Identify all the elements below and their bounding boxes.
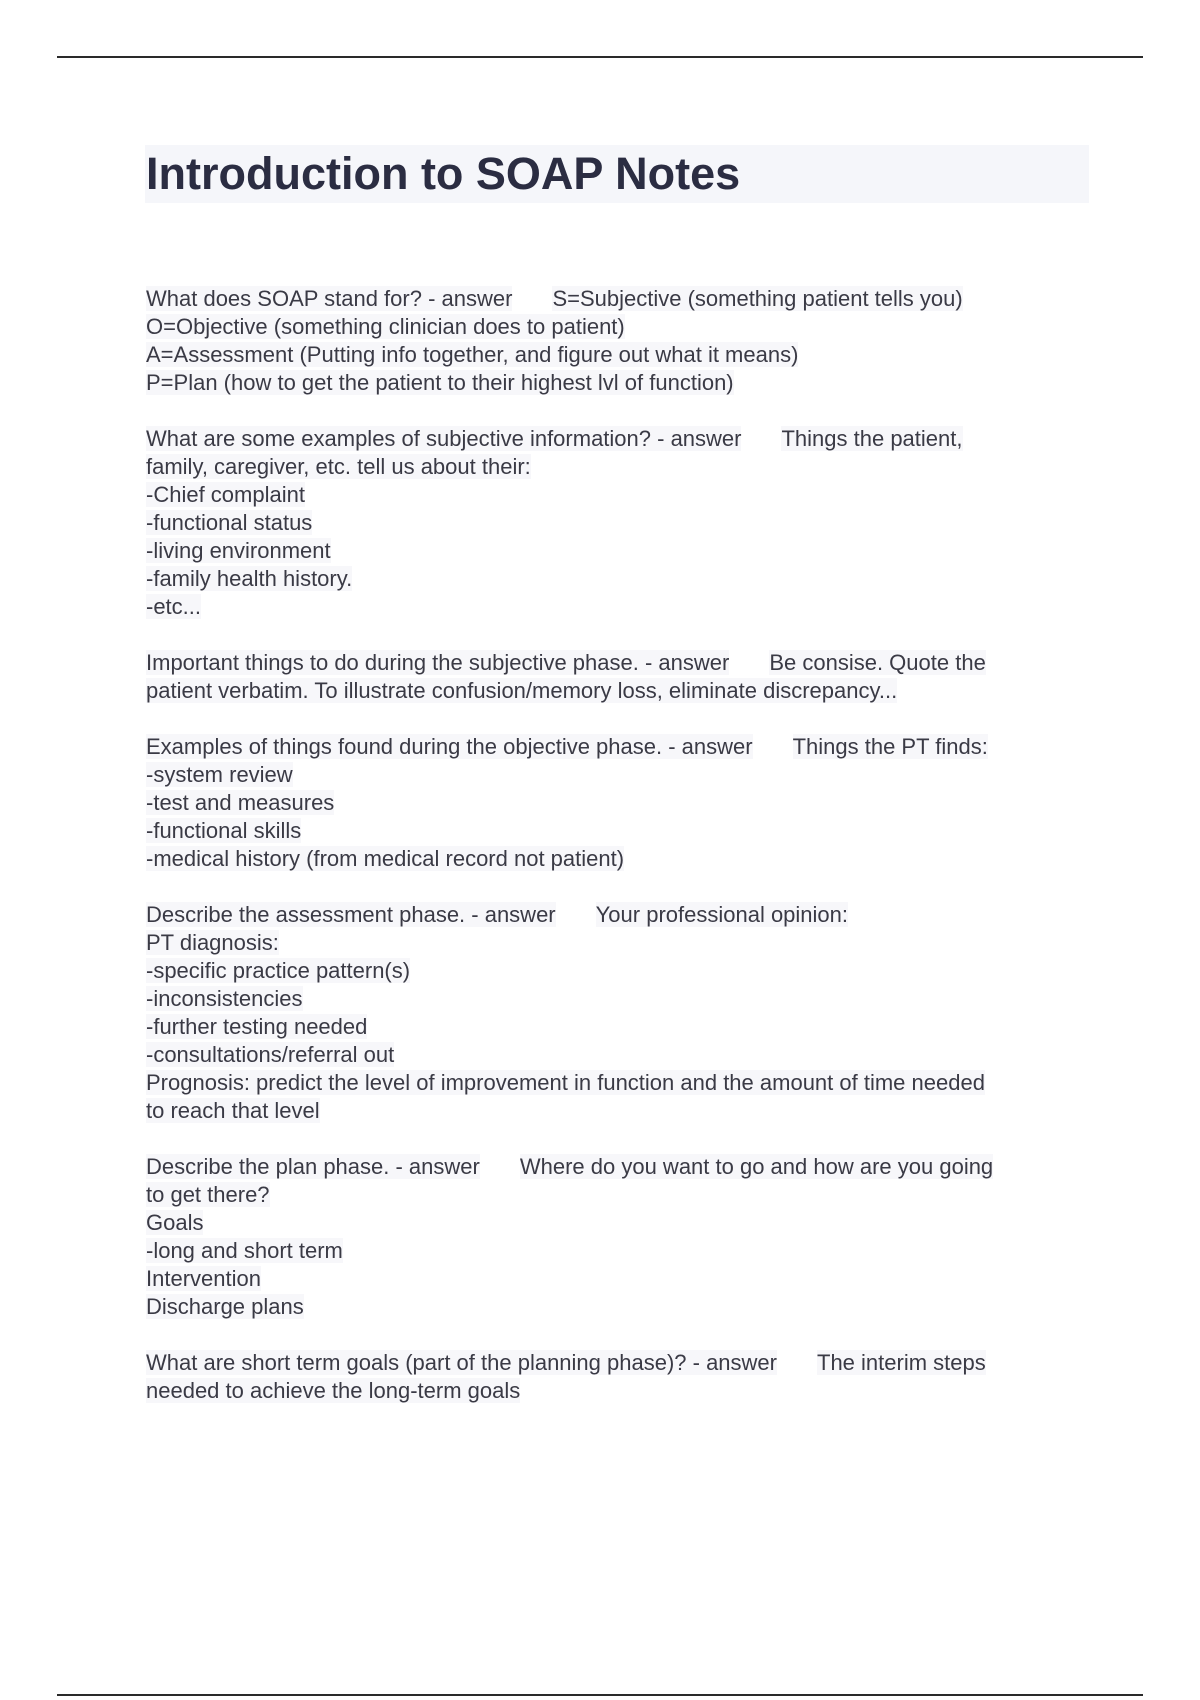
answer-line: -further testing needed (146, 1014, 368, 1039)
answer-line: PT diagnosis: (146, 930, 279, 955)
answer-line: Intervention (146, 1266, 261, 1291)
answer-line: -specific practice pattern(s) (146, 958, 411, 983)
qa-item (146, 1153, 1096, 1321)
answer-line: -functional status (146, 510, 313, 535)
qa-first-line (146, 649, 1096, 677)
top-rule (57, 56, 1143, 58)
question-text: Examples of things found during the objective phase. - answer (146, 734, 753, 759)
qa-item (146, 1349, 1096, 1405)
answer-line: patient verbatim. To illustrate confusion/memory loss, eliminate discrepancy... (146, 678, 898, 703)
answer-line: -medical history (from medical record not patient) (146, 846, 625, 871)
question-text: Describe the plan phase. - answer (146, 1154, 480, 1179)
question-text: Important things to do during the subjective phase. - answer (146, 650, 730, 675)
question-text: What does SOAP stand for? - answer (146, 286, 513, 311)
answer-line: Prognosis: predict the level of improvement in function and the amount of time needed (146, 1070, 985, 1095)
answer-line: Goals (146, 1210, 204, 1235)
qa-first-line (146, 1349, 1096, 1377)
qa-item (146, 285, 1096, 397)
answer-line: to get there? (146, 1182, 270, 1207)
qa-item (146, 425, 1096, 621)
answer-line: A=Assessment (Putting info together, and figure out what it means) (146, 342, 799, 367)
answer-line: -inconsistencies (146, 986, 303, 1011)
answer-first-text: Things the patient, (781, 426, 963, 451)
answer-line: Discharge plans (146, 1294, 304, 1319)
answer-line: P=Plan (how to get the patient to their highest lvl of function) (146, 370, 734, 395)
qa-first-line (146, 1153, 1096, 1181)
answer-line: O=Objective (something clinician does to patient) (146, 314, 625, 339)
answer-line: -Chief complaint (146, 482, 305, 507)
answer-line: needed to achieve the long-term goals (146, 1378, 521, 1403)
answer-first-text: Be consise. Quote the (769, 650, 986, 675)
answer-line: -living environment (146, 538, 331, 563)
answer-line: to reach that level (146, 1098, 320, 1123)
answer-first-text: The interim steps (817, 1350, 986, 1375)
answer-first-text: S=Subjective (something patient tells you) (552, 286, 963, 311)
answer-line: family, caregiver, etc. tell us about their: (146, 454, 531, 479)
qa-first-line (146, 425, 1096, 453)
answer-line: -consultations/referral out (146, 1042, 395, 1067)
question-text: What are some examples of subjective information? - answer (146, 426, 742, 451)
qa-item (146, 733, 1096, 873)
answer-first-text: Your professional opinion: (595, 902, 849, 927)
question-text: Describe the assessment phase. - answer (146, 902, 556, 927)
answer-line: -etc... (146, 594, 202, 619)
answer-first-text: Things the PT finds: (792, 734, 988, 759)
qa-first-line (146, 901, 1096, 929)
page-title: Introduction to SOAP Notes (146, 148, 741, 199)
answer-first-text: Where do you want to go and how are you going (519, 1154, 994, 1179)
qa-first-line (146, 733, 1096, 761)
qa-list (146, 285, 1096, 1433)
answer-line: -long and short term (146, 1238, 343, 1263)
qa-first-line (146, 285, 1096, 313)
answer-line: -test and measures (146, 790, 335, 815)
answer-line: -functional skills (146, 818, 302, 843)
qa-item (146, 649, 1096, 705)
bottom-rule (57, 1694, 1143, 1696)
answer-line: -family health history. (146, 566, 353, 591)
question-text: What are short term goals (part of the planning phase)? - answer (146, 1350, 777, 1375)
answer-line: -system review (146, 762, 293, 787)
qa-item (146, 901, 1096, 1125)
